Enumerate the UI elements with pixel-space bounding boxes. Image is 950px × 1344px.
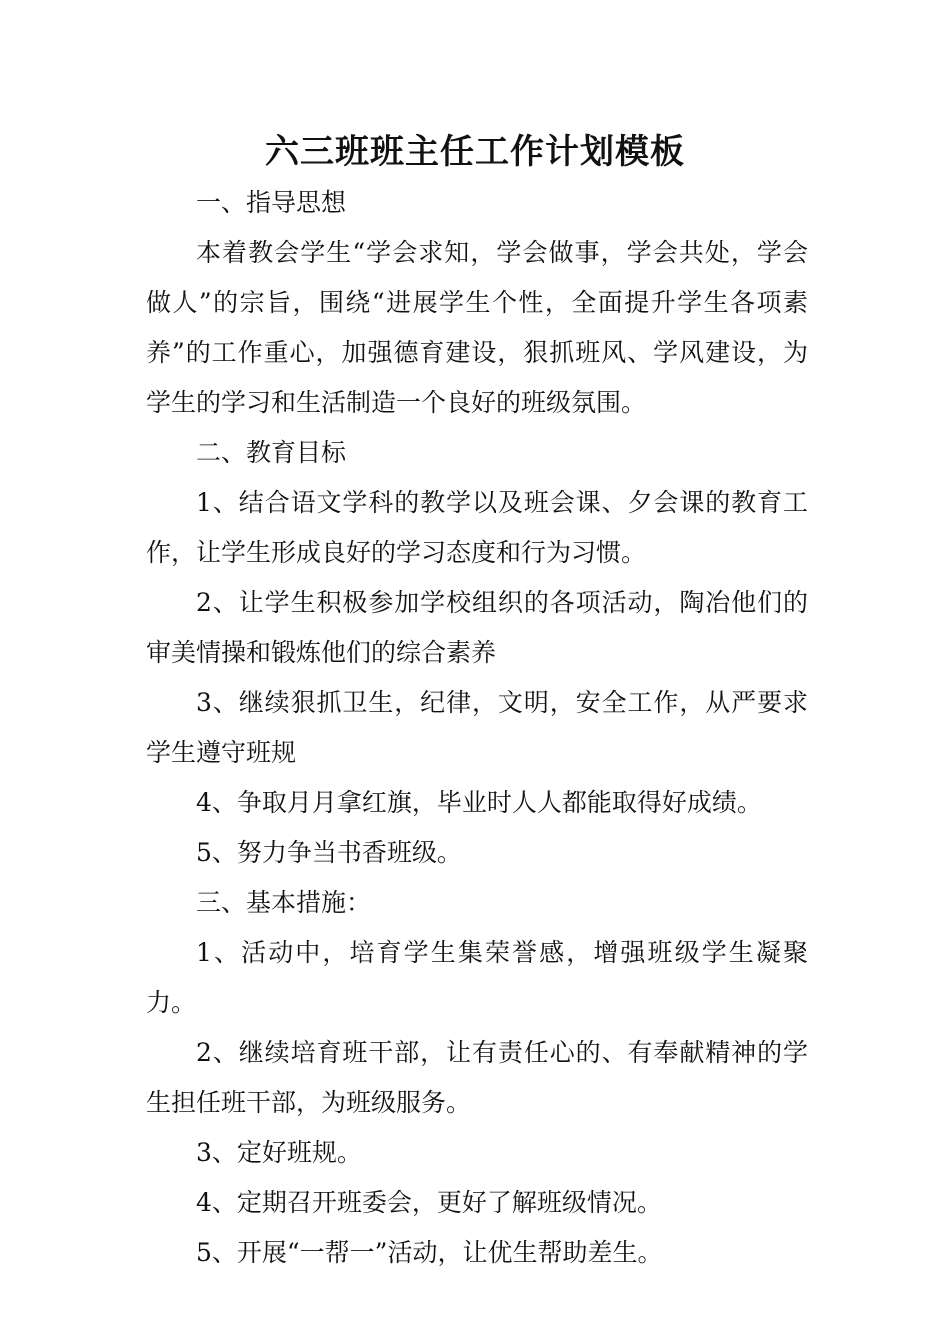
goal-item-2: 2、让学生积极参加学校组织的各项活动，陶冶他们的审美情操和锻炼他们的综合素养 (146, 588, 808, 667)
section-heading-guiding-ideology: 一、指导思想 (196, 188, 347, 217)
document-body (146, 178, 808, 1278)
page-title: 六三班班主任工作计划模板 (265, 132, 685, 172)
section-heading-education-goals: 二、教育目标 (196, 438, 347, 467)
paragraph-guiding-ideology: 本着教会学生“学会求知，学会做事，学会共处，学会做人”的宗旨，围绕“进展学生个性，全面提升学生各项素养”的工作重心，加强德育建设，狠抓班风、学风建设，为学生的学习和生活制造一个良好的班级氛围。 (146, 238, 808, 417)
goal-item-5: 5、努力争当书香班级。 (196, 838, 462, 867)
measure-item-4: 4、定期召开班委会，更好了解班级情况。 (196, 1188, 662, 1217)
goal-item-4: 4、争取月月拿红旗，毕业时人人都能取得好成绩。 (196, 788, 762, 817)
goal-item-3: 3、继续狠抓卫生，纪律，文明，安全工作，从严要求学生遵守班规 (146, 688, 808, 767)
goal-item-1: 1、结合语文学科的教学以及班会课、夕会课的教育工作，让学生形成良好的学习态度和行为习惯。 (146, 488, 808, 567)
measure-item-2: 2、继续培育班干部，让有责任心的、有奉献精神的学生担任班干部，为班级服务。 (146, 1038, 808, 1117)
section-heading-basic-measures: 三、基本措施： (196, 888, 372, 917)
measure-item-1: 1、活动中，培育学生集荣誉感，增强班级学生凝聚力。 (146, 938, 808, 1017)
measure-item-3: 3、定好班规。 (196, 1138, 362, 1167)
measure-item-5: 5、开展“一帮一”活动，让优生帮助差生。 (196, 1238, 663, 1267)
